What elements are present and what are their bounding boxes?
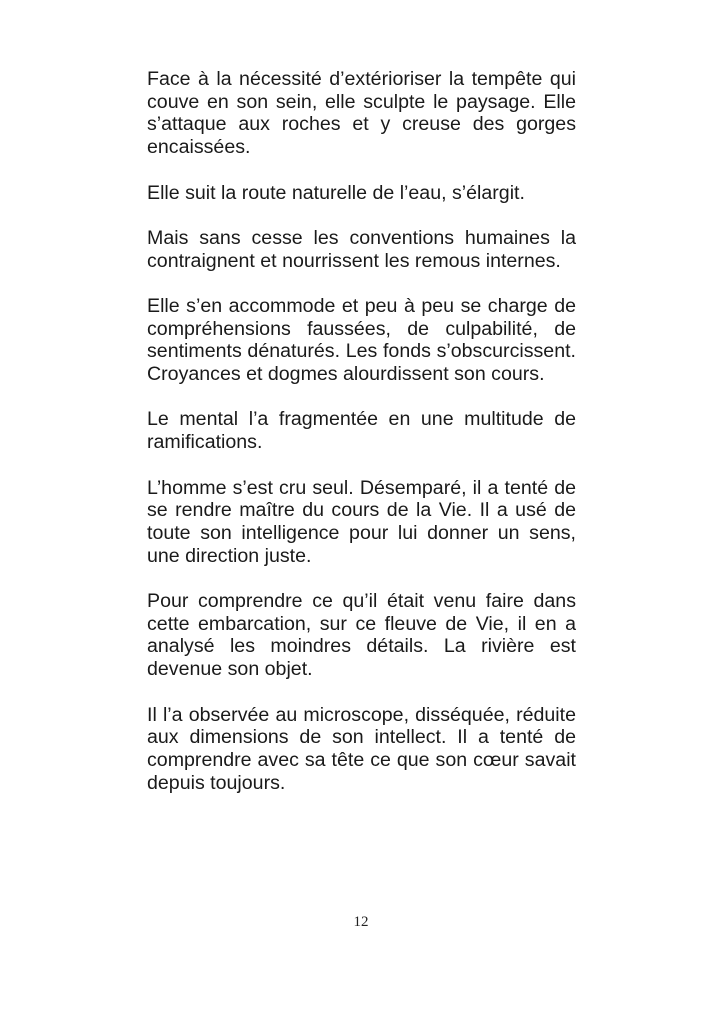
paragraph-7: Pour comprendre ce qu’il était venu faire dans cette embarcation, sur ce fleuve de Vie, il en a analysé les moindres détails. La rivière est devenue son objet.: [147, 590, 576, 681]
paragraph-4: Elle s’en accommode et peu à peu se charge de compréhensions faussées, de culpabilité, de sentiments dénaturés. Les fonds s’obscurcissent. Croyances et dogmes alourdissent son cours.: [147, 294, 576, 386]
paragraph-3: Mais sans cesse les conventions humaines la contraignent et nourrissent les remous internes.: [147, 226, 576, 272]
paragraph-1: Face à la nécessité d’extérioriser la tempête qui couve en son sein, elle sculpte le paysage. Elle s’attaque aux roches et y creuse des gorges encaissées.: [147, 68, 576, 159]
paragraph-8: Il l’a observée au microscope, disséquée, réduite aux dimensions de son intellect. Il a tenté de comprendre avec sa tête ce que son cœur savait depuis toujours.: [147, 703, 576, 794]
paragraph-5: Le mental l’a fragmentée en une multitude de ramifications.: [147, 408, 576, 454]
paragraph-6: L’homme s’est cru seul. Désemparé, il a tenté de se rendre maître du cours de la Vie. Il a usé de toute son intelligence pour lui donner un sens, une direction juste.: [147, 476, 576, 567]
page-number: 12: [353, 914, 369, 930]
paragraph-2: Elle suit la route naturelle de l’eau, s’élargit.: [147, 181, 525, 204]
body-text: [147, 68, 576, 817]
